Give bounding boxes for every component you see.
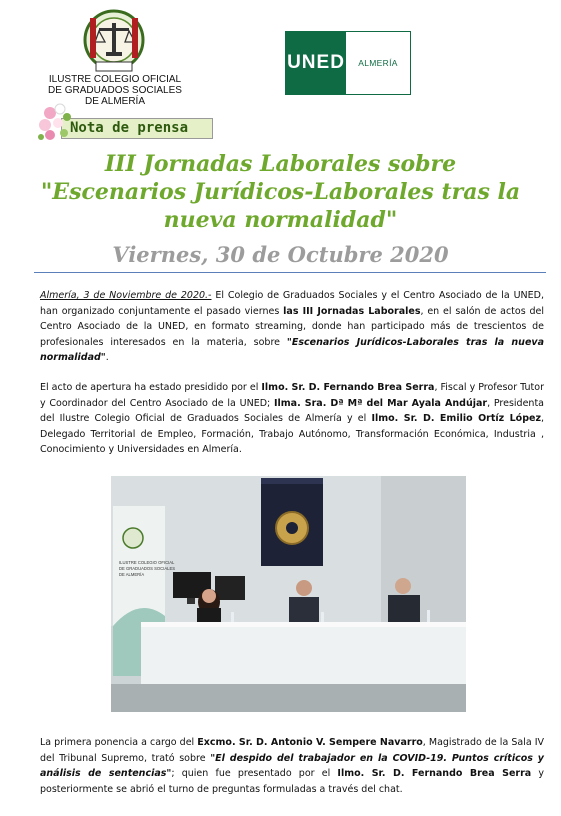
- bold-italic-run: "El despido del trabajador en la COVID-19. Puntos críticos y análisis de sentencias": [40, 752, 544, 779]
- title-line: III Jornadas Laborales sobre: [104, 151, 457, 177]
- text-run: El acto de apertura ha estado presidido por el: [40, 382, 262, 393]
- text-run: , Presidenta del Ilustre Colegio Oficial de Graduados Sociales de Almería y el: [40, 397, 544, 424]
- paragraph-apertura: [40, 380, 544, 458]
- text-run: , en el salón de actos del Centro Asociado de la UNED, en formato streaming, donde han participado más de trescientos de profesionales interesados en la materia, sobre: [40, 305, 544, 348]
- bold-run: Ilmo. Sr. D. Fernando Brea Serra: [261, 382, 435, 393]
- title-line: "Escenarios Jurídicos-Laborales tras la: [40, 179, 521, 205]
- bold-run: Ilmo. Sr. D. Emilio Ortíz López: [371, 413, 541, 424]
- event-photo: [111, 476, 466, 712]
- colegio-name-line: DE GRADUADOS SOCIALES: [48, 85, 182, 96]
- bold-run: Excmo. Sr. D. Antonio V. Sempere Navarro: [197, 737, 423, 748]
- text-run: .: [105, 352, 109, 363]
- uned-wordmark: UNED: [286, 32, 346, 94]
- text-run: , Magistrado de la Sala IV del Tribunal Supremo, trató sobre: [40, 737, 544, 764]
- press-release-title: [30, 150, 531, 234]
- paragraph-ponencia: [40, 735, 544, 797]
- text-run: El Colegio de Graduados Sociales y el Centro Asociado de la UNED, han organizado conjuntamente el pasado viernes: [40, 290, 544, 317]
- text-run: , Fiscal y Profesor Tutor y Coordinador del Centro Asociado de la UNED;: [40, 382, 544, 409]
- uned-almeria-logo: [285, 31, 411, 95]
- banner-line: ILUSTRE COLEGIO OFICIAL: [119, 560, 175, 565]
- bold-run: las III Jornadas Laborales: [283, 305, 421, 317]
- nota-de-prensa-banner: [61, 118, 213, 139]
- bold-run: Ilma. Sra. Dª Mª del Mar Ayala Andújar: [273, 397, 488, 409]
- colegio-name-line: DE ALMERÍA: [84, 96, 146, 107]
- uned-city-label: ALMERÍA: [358, 58, 398, 68]
- paragraph-intro: [40, 288, 544, 366]
- bold-run: Ilmo. Sr. D. Fernando Brea Serra: [337, 768, 532, 779]
- nota-de-prensa-label: Nota de prensa: [70, 120, 189, 136]
- title-line: nueva normalidad": [163, 207, 398, 233]
- text-run: y posteriormente se abrió el turno de preguntas formuladas a través del chat.: [40, 768, 544, 795]
- banner-line: DE GRADUADOS SOCIALES: [119, 566, 176, 571]
- bold-italic-run: "Escenarios Jurídicos-Laborales tras la nueva normalidad": [40, 336, 544, 363]
- event-date-heading: Viernes, 30 de Octubre 2020: [112, 242, 449, 267]
- colegio-name-line: ILUSTRE COLEGIO OFICIAL: [48, 74, 182, 85]
- flowers-decoration-icon: [36, 101, 76, 143]
- dateline: Almería, 3 de Noviembre de 2020.-: [40, 290, 212, 301]
- text-run: ; quien fue presentado por el: [171, 768, 338, 779]
- banner-line: DE ALMERÍA: [119, 572, 145, 577]
- text-run: , Delegado Territorial de Empleo, Formación, Trabajo Autónomo, Transformación Económica, Industria , Conocimiento y Universidades en Almería.: [40, 413, 545, 455]
- text-run: La primera ponencia a cargo del: [40, 737, 198, 748]
- colegio-graduados-sociales-logo: [82, 8, 146, 74]
- divider-rule: [34, 272, 546, 273]
